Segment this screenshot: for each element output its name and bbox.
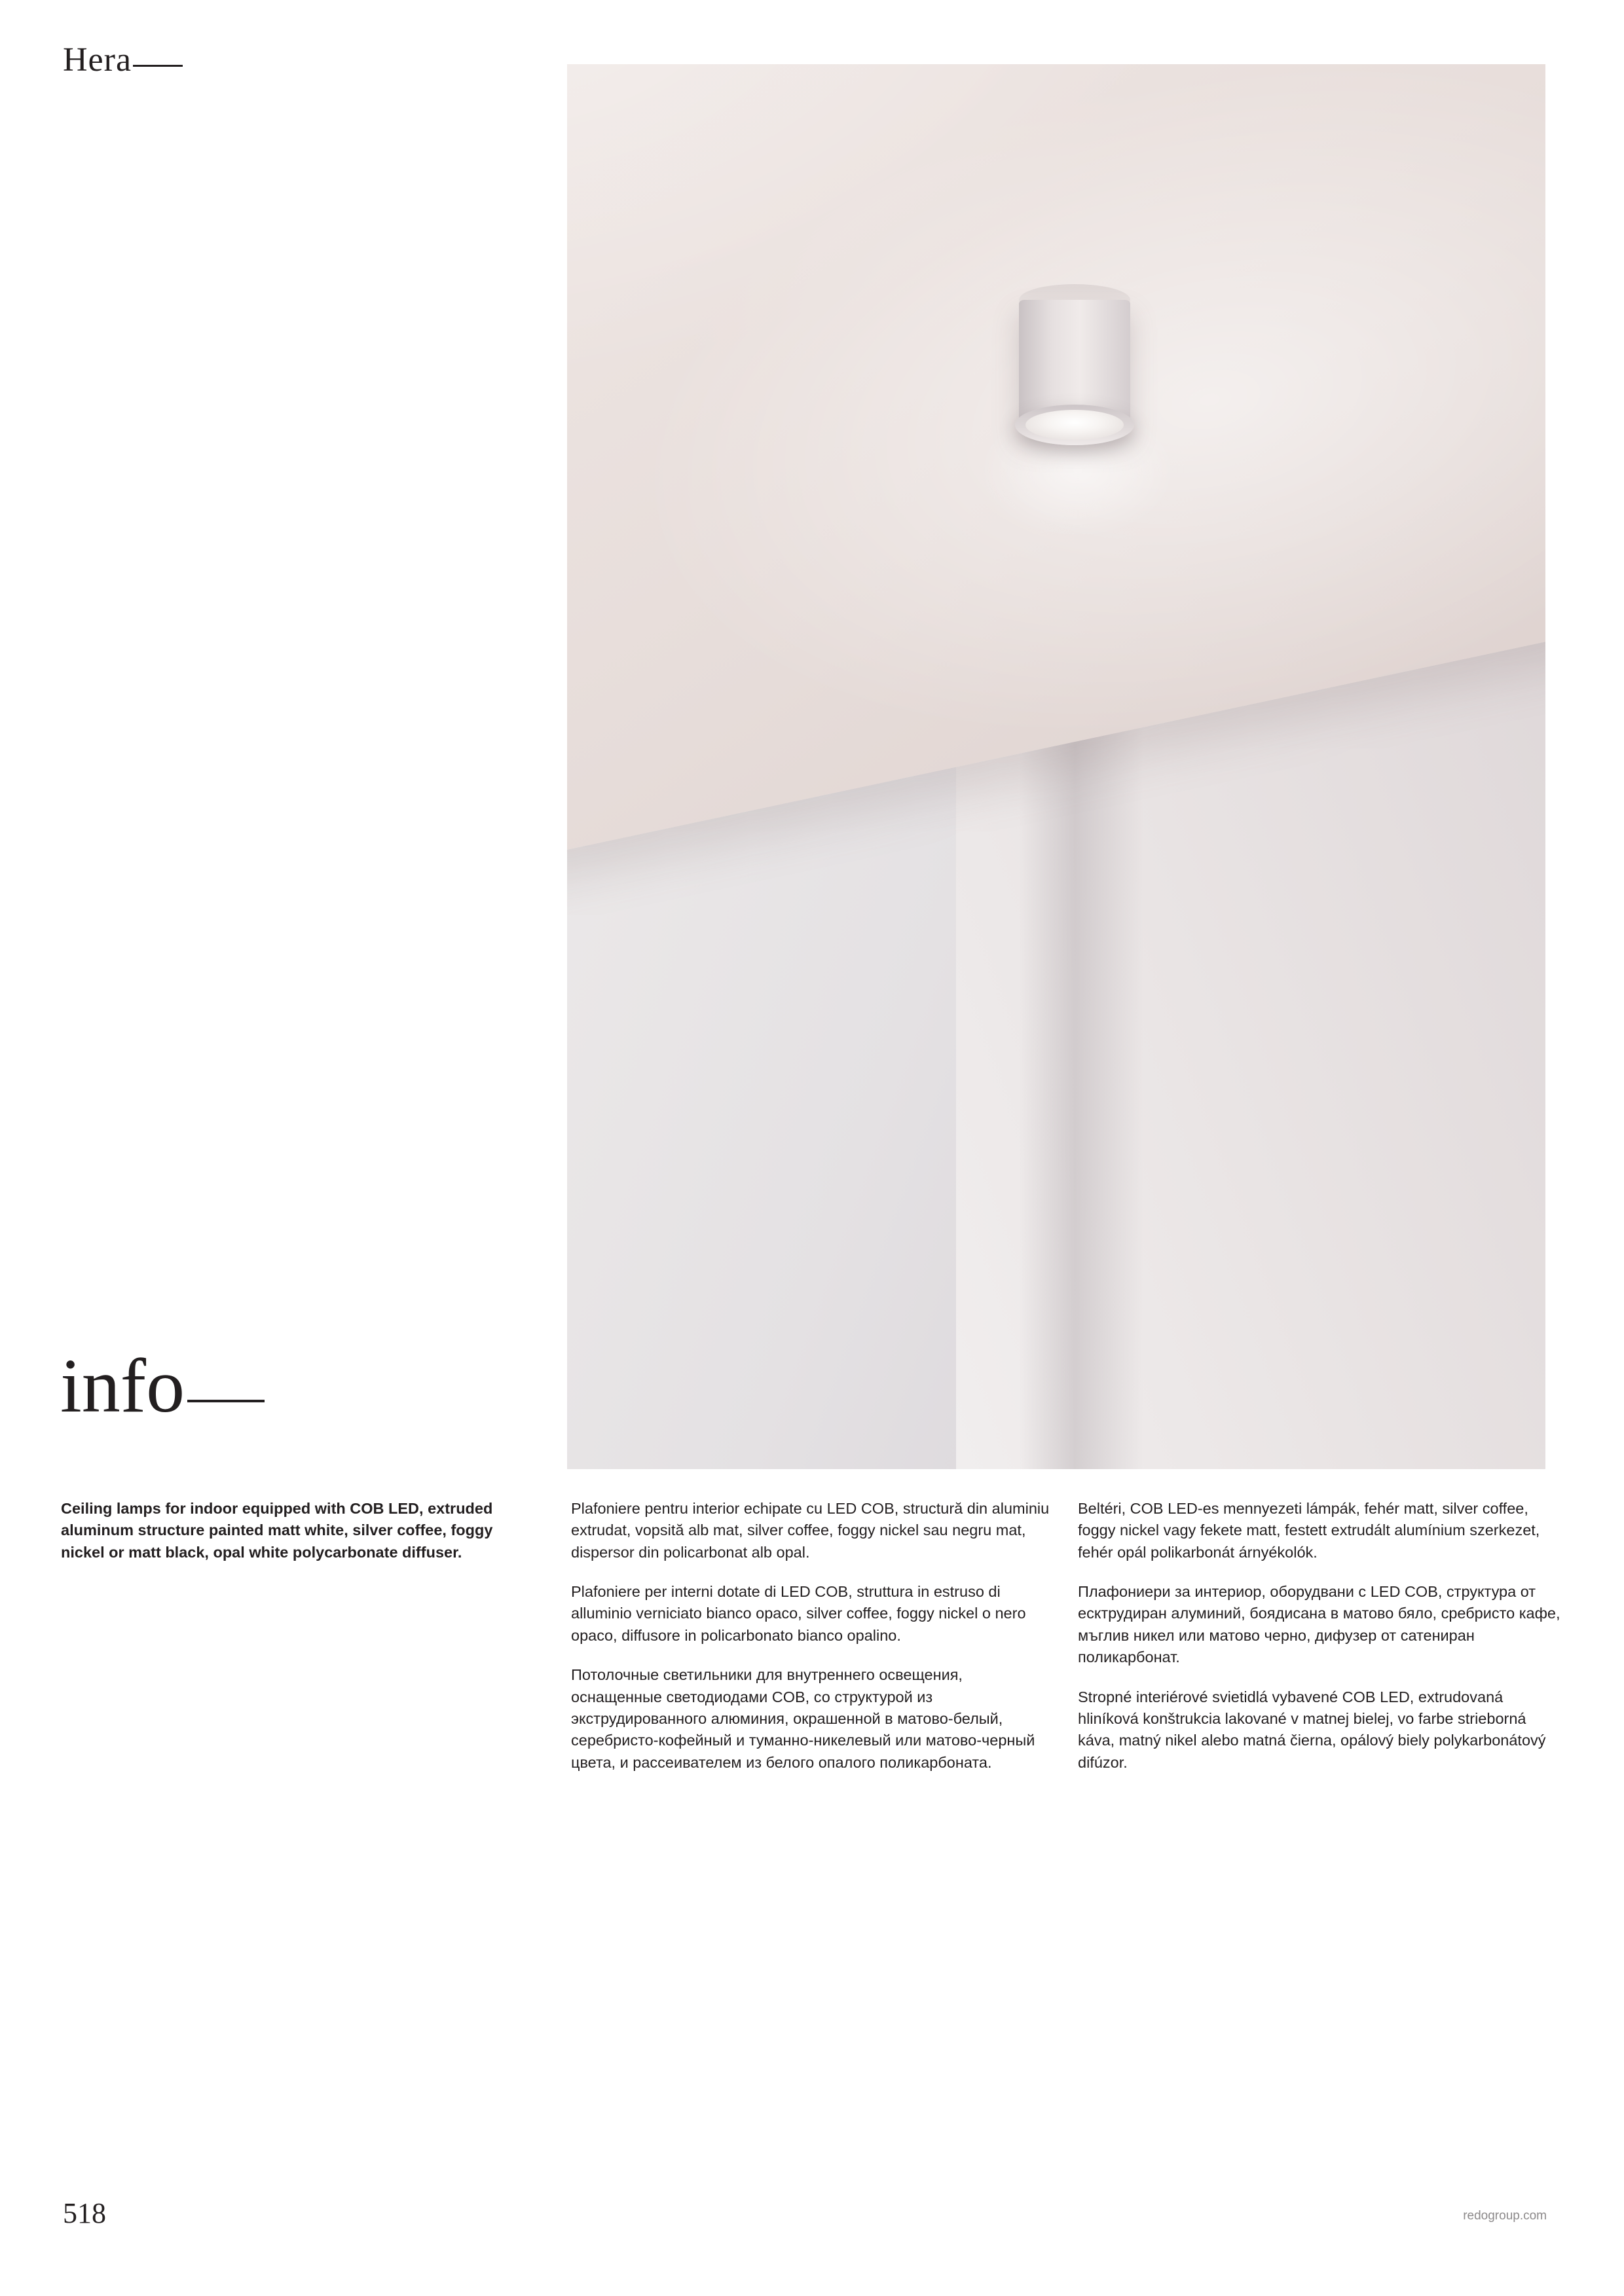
brand-label: Hera xyxy=(63,41,132,79)
brand-title xyxy=(63,41,183,79)
paragraph: Plafoniere per interni dotate di LED COB, struttura in estruso di alluminio verniciato bianco opaco, silver coffee, foggy nickel o nero opaco, diffusore in policarbonato bianco opalino. xyxy=(571,1583,1026,1644)
paragraph: Beltéri, COB LED-es mennyezeti lámpák, fehér matt, silver coffee, foggy nickel vagy fekete matt, festett extrudált alumínium szerkezet, fehér opál polikarbonát árnyékolók. xyxy=(1078,1500,1540,1561)
brand-underline xyxy=(133,65,183,67)
website-label: redogroup.com xyxy=(1463,2209,1547,2223)
paragraph: Plafoniere pentru interior echipate cu LED COB, structură din aluminiu extrudat, vopsită alb mat, silver coffee, foggy nickel sau negru mat, dispersor din policarbonat alb opal. xyxy=(571,1500,1050,1561)
page-title xyxy=(60,1343,265,1429)
product-photo xyxy=(567,64,1545,1469)
page-title-underline xyxy=(187,1400,265,1402)
paragraph: Ceiling lamps for indoor equipped with COB LED, extruded aluminum structure painted matt white, silver coffee, foggy nickel or matt black, opal white polycarbonate diffuser. xyxy=(61,1500,493,1561)
paragraph: Плафониери за интериор, оборудвани с LED COB, структура от есктрудиран алуминий, боядисана в матово бяло, сребристо кафе, мъглив никел или матово черно, дифузер от сатениран поликарбонат. xyxy=(1078,1583,1560,1666)
wall-corner-shadow xyxy=(1019,638,1143,1469)
page-title-label: info xyxy=(60,1343,185,1429)
description-column-two xyxy=(571,1498,1056,1774)
paragraph: Stropné interiérové svietidlá vybavené COB LED, extrudovaná hliníková konštrukcia lakované v matnej bielej, vo farbe strieborná káva, matný nikel alebo matná čierna, opálový biely polykarbonátový difúzor. xyxy=(1078,1688,1546,1771)
paragraph: Потолочные светильники для внутреннего освещения, оснащенные светодиодами COB, со структурой из экструдированного алюминия, окрашенной в матово-белый, серебристо-кофейный и туманно-никелевый или матово-черный цвета, и рассеивателем из белого опалого поликарбоната. xyxy=(571,1666,1035,1771)
photo-background xyxy=(567,64,1545,1469)
lamp-diffuser-lens xyxy=(1025,410,1124,440)
description-column-three xyxy=(1078,1498,1562,1774)
description-column-english xyxy=(61,1498,519,1563)
page-number: 518 xyxy=(63,2197,106,2229)
